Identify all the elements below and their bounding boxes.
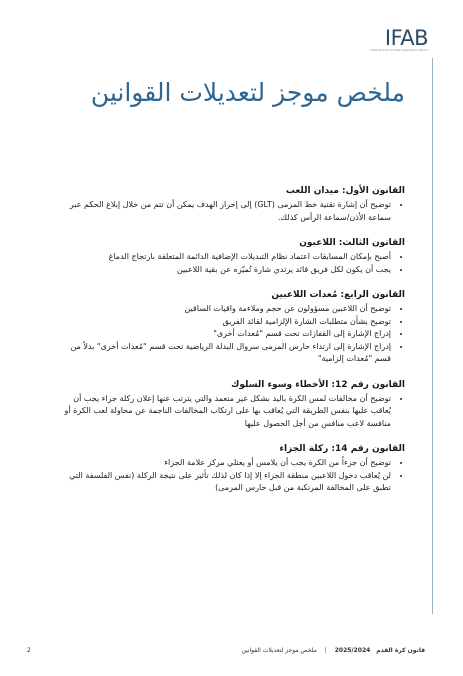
page-title: ملخص موجز لتعديلات القوانين <box>90 78 405 107</box>
ifab-logo <box>370 26 428 52</box>
law-section <box>61 238 405 276</box>
footer-doc-title: ملخص موجز لتعديلات القوانين <box>241 647 317 654</box>
list-item: • إدراج الإشارة إلى القفازات تحت قسم "مُعدات أخرى" <box>61 328 391 341</box>
logo-tagline: International Football Association Board <box>370 49 428 52</box>
law-changes-list <box>61 186 405 509</box>
page-number: 2 <box>27 647 31 654</box>
page-footer <box>0 645 463 659</box>
law-section <box>61 290 405 366</box>
list-item: • توضيح أن جزءاً من الكرة يجب أن يلامس أو يعتلي مركز علامة الجزاء <box>61 457 391 470</box>
law-section <box>61 186 405 224</box>
list-item: • توضيح أن إشارة تقنية خط المرمى (GLT) إلى إحراز الهدف يمكن أن تتم من خلال إبلاغ الحكم عبر سماعة الأذن/سماعة الرأس كذلك. <box>61 199 391 224</box>
law-section <box>61 380 405 431</box>
section-heading: القانون رقم 12: الأخطاء وسوء السلوك <box>231 379 405 390</box>
bullet-list <box>61 393 405 431</box>
bullet-list <box>61 457 405 495</box>
bullet-list <box>61 251 405 276</box>
list-item: • توضيح بشأن متطلبات الشارة الإلزامية لقائد الفريق <box>61 316 391 329</box>
section-heading: القانون الأول: ميدان اللعب <box>285 186 405 196</box>
list-item: • يجب أن يكون لكل فريق قائد يرتدي شارة تُميّزه عن بقية اللاعبين <box>61 264 391 277</box>
section-heading: القانون رقم 14: ركلة الجزاء <box>279 444 405 454</box>
section-heading: القانون الرابع: مُعدات اللاعبين <box>271 290 405 300</box>
list-item: • لن يُعاقب دخول اللاعبين منطقة الجزاء إلا إذا كان لذلك تأثير على نتيجة الركلة (نفس الفلسفة التي تطبق على المخالفة المرتكبة من قبل حارس المرمى) <box>61 470 391 495</box>
list-item: • أصبح بإمكان المسابقات اعتماد نظام التبديلات الإضافية الدائمة المتعلقة بارتجاج الدماغ <box>61 251 391 264</box>
bullet-list <box>61 303 405 366</box>
section-heading: القانون الثالث: اللاعبون <box>299 238 405 248</box>
footer-separator: | <box>324 647 327 654</box>
footer-book-title: قانون كرة القدم <box>376 647 425 654</box>
bullet-list <box>61 199 405 224</box>
list-item: • إدراج الإشارة إلى ارتداء حارس المرمى سروال البدلة الرياضية تحت قسم "مُعدات أخرى" بدلاً من قسم "مُعدات إلزامية" <box>61 341 391 366</box>
footer-season: 2025/2024 <box>334 647 371 654</box>
logo-mark: IFAB <box>384 26 428 50</box>
footer-breadcrumb <box>241 647 425 654</box>
margin-rule <box>432 58 433 614</box>
list-item: • توضيح أن مخالفات لمس الكرة باليد بشكل غير متعمد والتي يترتب عنها إعلان ركلة جزاء يجب أن يُعاقب عليها بنفس الطريقة التي يُعاقب بها على ارتكاب المخالفات الناجمة عن محاولة لعب الكرة أو منافسة لاعب منافس من أجل الحصول عليها <box>61 393 391 431</box>
list-item: • توضيح أن اللاعبين مسؤولون عن حجم وملاءمة واقيات الساقين <box>61 303 391 316</box>
law-section <box>61 444 405 495</box>
